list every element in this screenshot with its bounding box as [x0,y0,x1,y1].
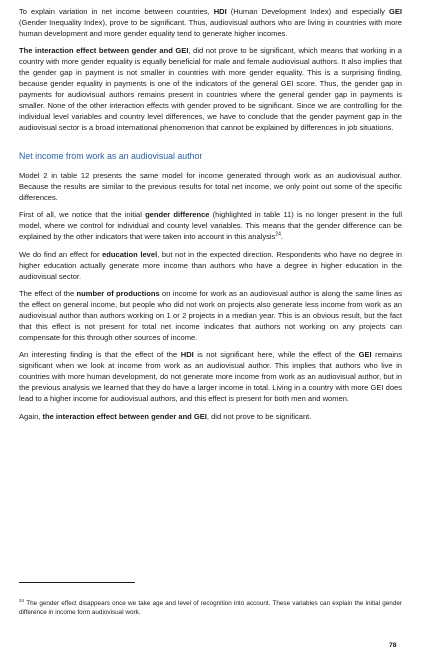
paragraph-8 [19,412,402,423]
bold-term-hdi: HDI [213,7,227,16]
text-span: We do find an effect for [19,249,103,259]
paragraph-6 [19,289,402,344]
bold-term-hdi: HDI [180,350,194,360]
text-span: First of all, we notice that the initial [19,210,146,220]
text-span: is not significant here, while the effect of the [193,350,359,360]
text-span: on income for work as an audiovisual author is along the same lines as the effect on general income, but people who did not work on projects also generate less income from work as an audiovisual author than authors working on 1 or 2 projects in a median year. This is an obvious result, but the fact that this effect is not present for total net income indicates that authors not working on any projects can compensate for this through other sources of income. [19,289,403,342]
page-number: 78 [389,642,397,649]
paragraph-4 [19,210,402,243]
footnote-reference[interactable]: 24 [275,231,281,238]
section-heading: Net income from work as an audiovisual author [19,150,203,161]
paragraph-2 [19,46,402,134]
text-span: . [280,232,283,242]
text-span: Again, [19,411,43,421]
text-span: (highlighted in table 11) is no longer present in the full model, where we control for individual and county level variables. This means that the gender difference can be explained by the other indicators that were taken into account in this analysis [19,210,402,242]
text-span: , did not prove to be significant, which means that working in a country with more gender equality is equally beneficial for male and female audiovisual authors. It also implies that the gender gap in payment is not smaller in countries with more gender equality. This is a surprising finding, because gender equality in payments is one of the indicators of the general GEI score. Thus, the gender gap in payments for audiovisual authors remains present in countries where the general gender gap in payments is smaller. None of the other interaction effects with gender proved to be significant. Since we are controlling for the individual level variables and country level differences, we have to conclude that the gender payment gap in the audiovisual sector is a broad international phenomenon that cannot be explained by differences in job situations. [19,46,402,133]
footnote-number: 24 [19,597,25,603]
text-span: (Human Development Index) and especially [226,7,389,16]
text-span: To explain variation in net income between countries, [19,7,214,16]
text-span: (Gender Inequality Index), prove to be significant. Thus, audiovisual authors who are living in countries with more human development and more gender equality tend to generate higher incomes. [19,17,402,38]
bold-term-number-of-productions: number of productions [76,289,160,299]
paragraph-7 [19,350,402,405]
footnote-text: The gender effect disappears once we take age and level of recognition into account. These variables can explain the initial gender difference in income form audiovisual work. [19,600,402,617]
text-span: The effect of the [19,289,77,299]
text-span: , did not prove to be significant. [206,411,312,421]
bold-term-gei: GEI [358,350,372,360]
text-span: remains significant when we look at income from work as an audiovisual author. This implies that authors who live in countries with more human development, do not generate more income from work as an audiovisual author, but in the previous analysis we learned that they do have a larger income in total. Living in a country with more GEI does lead to a higher income for audiovisual authors, and this effect is present for both men and women. [19,350,403,404]
bold-term-gei: GEI [388,7,402,16]
bold-term-gender-difference: gender difference [145,210,210,220]
bold-term-interaction: the interaction effect between gender and GEI [42,411,207,421]
paragraph-1 [19,7,402,40]
bold-term-education-level: education level [102,249,158,259]
footnote-divider [19,582,135,583]
text-span: , but not in the expected direction. Respondents who have no degree in higher education actually generate more income than authors who have a degree in higher education in the audiovisual sector. [19,249,403,281]
paragraph-5 [19,250,402,283]
bold-term-interaction: The interaction effect between gender and GEI [19,46,189,56]
footnote [19,599,402,618]
paragraph-3: Model 2 in table 12 presents the same model for income generated through work as an audiovisual author. Because the results are similar to the previous results for total net income, we only point out some of the specific differences. [19,170,402,202]
text-span: An interesting finding is that the effect of the [19,350,181,360]
